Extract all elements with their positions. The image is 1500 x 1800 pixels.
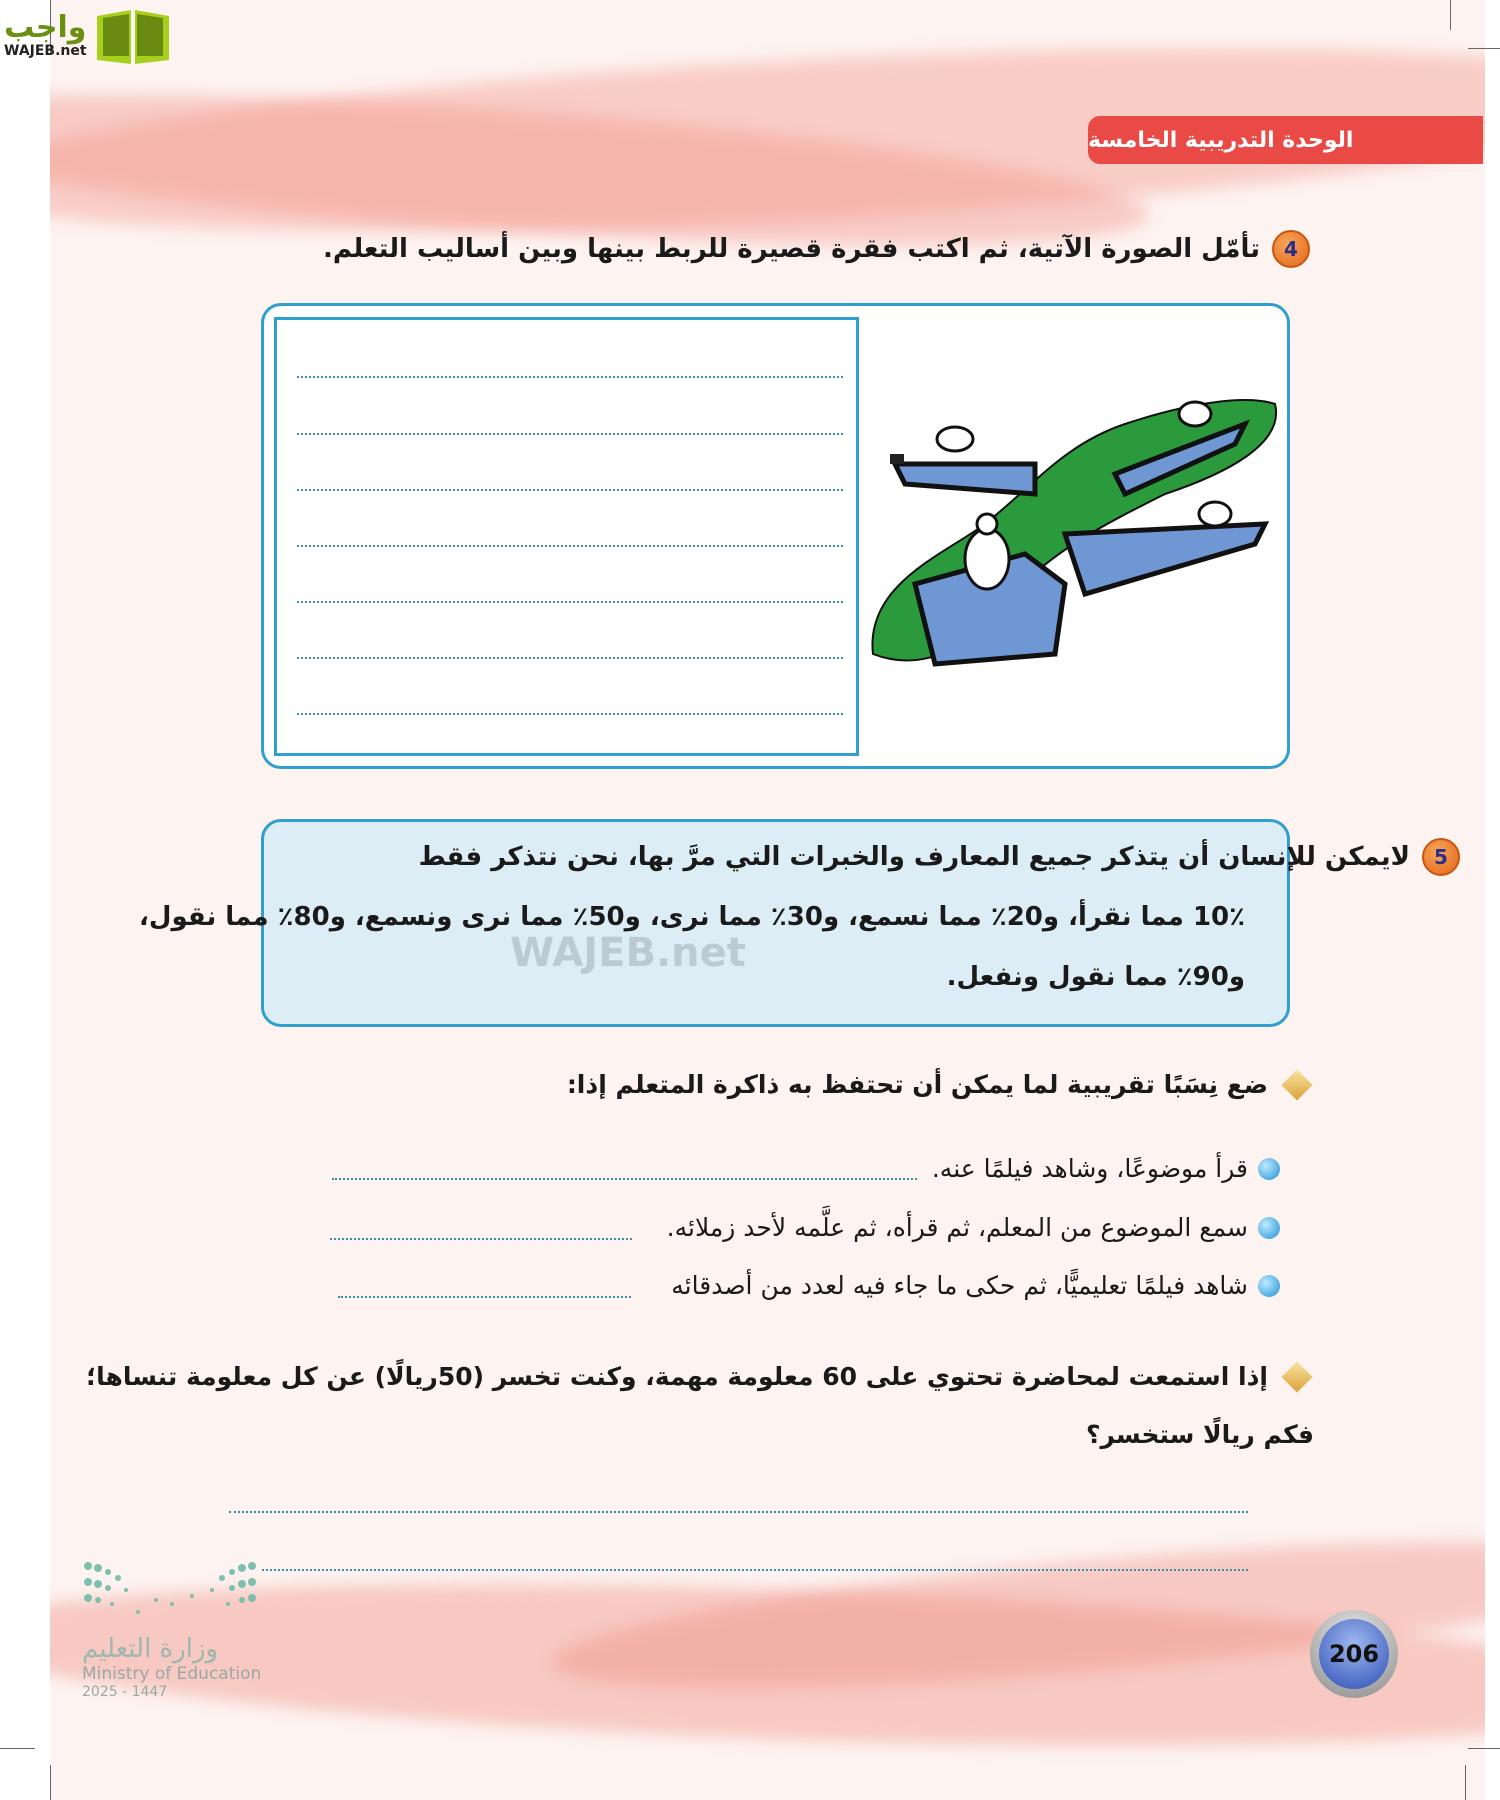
ministry-logo bbox=[82, 1560, 272, 1700]
answer-line[interactable] bbox=[330, 1238, 632, 1240]
question-5-text: لايمكن للإنسان أن يتذكر جميع المعارف والخبرات التي مرَّ بها، نحن نتذكر فقط bbox=[418, 842, 1410, 872]
circle-bullet-icon bbox=[1258, 1217, 1280, 1239]
item-text: شاهد فيلمًا تعليميًّا، ثم حكى ما جاء فيه لعدد من أصدقائه bbox=[671, 1271, 1248, 1300]
answer-line[interactable] bbox=[297, 713, 843, 715]
answer-line[interactable] bbox=[229, 1511, 1248, 1513]
answer-writing-area[interactable] bbox=[274, 317, 859, 756]
crop-mark bbox=[50, 1765, 51, 1800]
answer-line[interactable] bbox=[297, 601, 843, 603]
diamond-bullet-icon bbox=[1281, 1069, 1312, 1100]
book-icon bbox=[93, 6, 173, 66]
task-1-item bbox=[932, 1154, 1280, 1183]
question-5-line-1 bbox=[419, 838, 1460, 876]
page-number-badge bbox=[1310, 1610, 1398, 1698]
crop-mark bbox=[0, 1748, 35, 1749]
answer-line[interactable] bbox=[338, 1296, 631, 1298]
answer-line[interactable] bbox=[297, 489, 843, 491]
task-1-item bbox=[671, 1271, 1280, 1300]
unit-title: الوحدة التدريبية الخامسة bbox=[1088, 127, 1354, 153]
logo-arabic: واجب bbox=[4, 10, 87, 45]
crop-mark bbox=[1468, 1748, 1500, 1749]
answer-line[interactable] bbox=[297, 433, 843, 435]
task-2-text-line-2: فكم ريالًا ستخسر؟ bbox=[1085, 1420, 1314, 1449]
ministry-name-arabic: وزارة التعليم bbox=[82, 1634, 219, 1664]
answer-line[interactable] bbox=[297, 545, 843, 547]
ministry-dots-icon bbox=[82, 1560, 262, 1620]
question-4-heading bbox=[323, 230, 1310, 268]
circle-bullet-icon bbox=[1258, 1275, 1280, 1297]
circle-bullet-icon bbox=[1258, 1158, 1280, 1180]
answer-line[interactable] bbox=[297, 376, 843, 378]
answer-line[interactable] bbox=[262, 1569, 1248, 1571]
question-5-line-2: 10٪ مما نقرأ، و20٪ مما نسمع، و30٪ مما نرى، و50٪ مما نرى ونسمع، و80٪ مما نقول، bbox=[139, 902, 1245, 932]
task-1-prompt bbox=[567, 1070, 1314, 1099]
question-5-line-3: و90٪ مما نقول ونفعل. bbox=[946, 962, 1245, 992]
task-1-text: ضع نِسَبًا تقريبية لما يمكن أن تحتفظ به ذاكرة المتعلم إذا: bbox=[566, 1070, 1268, 1099]
academic-year: 2025 - 1447 bbox=[82, 1684, 168, 1700]
diamond-bullet-icon bbox=[1281, 1361, 1312, 1392]
wajeb-logo bbox=[4, 6, 173, 66]
answer-line[interactable] bbox=[332, 1178, 917, 1180]
task-1-item bbox=[667, 1213, 1280, 1242]
answer-line[interactable] bbox=[297, 657, 843, 659]
item-text: سمع الموضوع من المعلم، ثم قرأه، ثم علَّمه لأحد زملائه. bbox=[666, 1213, 1248, 1242]
question-number-badge: 5 bbox=[1422, 838, 1460, 876]
task-2-text: إذا استمعت لمحاضرة تحتوي على 60 معلومة مهمة، وكنت تخسر (50ريالًا) عن كل معلومة تنساها؛ bbox=[86, 1362, 1268, 1391]
question-number-badge: 4 bbox=[1272, 230, 1310, 268]
logo-latin: WAJEB.net bbox=[4, 43, 87, 59]
question-4-text: تأمّل الصورة الآتية، ثم اكتب فقرة قصيرة للربط بينها وبين أساليب التعلم. bbox=[323, 234, 1260, 264]
people-crossing-bridges-icon bbox=[865, 384, 1285, 674]
page-number: 206 bbox=[1319, 1619, 1389, 1689]
crop-mark bbox=[1468, 48, 1500, 49]
unit-title-badge bbox=[1088, 116, 1483, 164]
watermark-text: WAJEB.net bbox=[510, 930, 746, 976]
crop-mark bbox=[1450, 0, 1451, 30]
ministry-name-english: Ministry of Education bbox=[82, 1664, 262, 1684]
item-text: قرأ موضوعًا، وشاهد فيلمًا عنه. bbox=[931, 1154, 1248, 1183]
task-2-prompt bbox=[86, 1362, 1314, 1391]
crop-mark bbox=[1465, 1765, 1466, 1800]
